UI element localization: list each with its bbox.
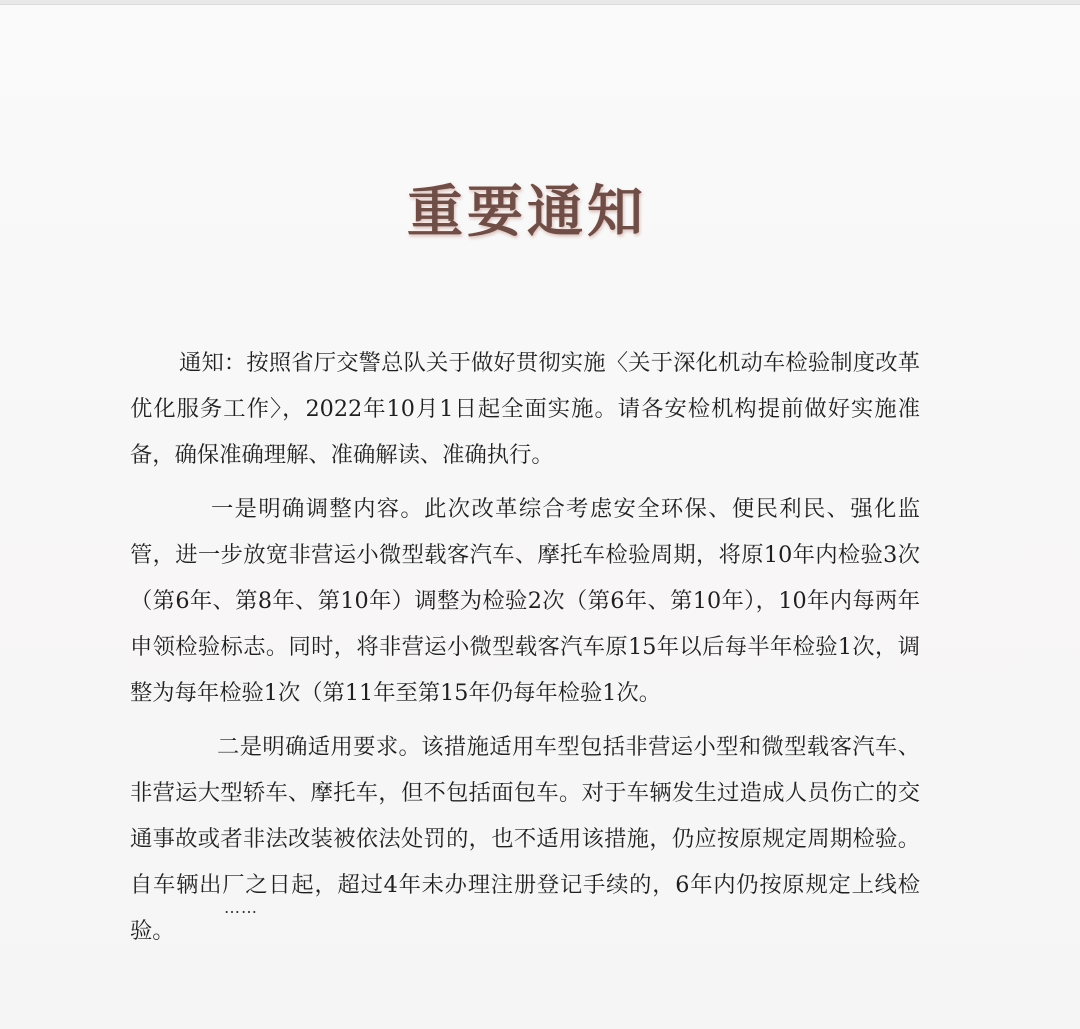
- notice-paragraph-scope: 二是明确适用要求。该措施适用车型包括非营运小型和微型载客汽车、非营运大型轿车、摩托车，但不包括面包车。对于车辆发生过造成人员伤亡的交通事故或者非法改装被依法处罚的，也不适用该措施，仍应按原规定周期检验。自车辆出厂之日起，超过4年未办理注册登记手续的，6年内仍按原规定上线检验。: [130, 734, 920, 944]
- continuation-ellipsis: ……: [224, 898, 258, 917]
- notice-document: [0, 5, 1080, 1029]
- notice-body: [130, 340, 920, 962]
- notice-title: 重要通知: [407, 180, 647, 245]
- notice-paragraph-adjustment: 一是明确调整内容。此次改革综合考虑安全环保、便民利民、强化监管，进一步放宽非营运小微型载客汽车、摩托车检验周期，将原10年内检验3次（第6年、第8年、第10年）调整为检验2次（第6年、第10年），10年内每两年申领检验标志。同时，将非营运小微型载客汽车原15年以后每半年检验1次，调整为每年检验1次（第11年至第15年仍每年检验1次。: [130, 496, 920, 706]
- notice-paragraph-intro: 通知：按照省厅交警总队关于做好贯彻实施〈关于深化机动车检验制度改革优化服务工作〉，2022年10月1日起全面实施。请各安检机构提前做好实施准备，确保准确理解、准确解读、准确执行。: [130, 350, 920, 468]
